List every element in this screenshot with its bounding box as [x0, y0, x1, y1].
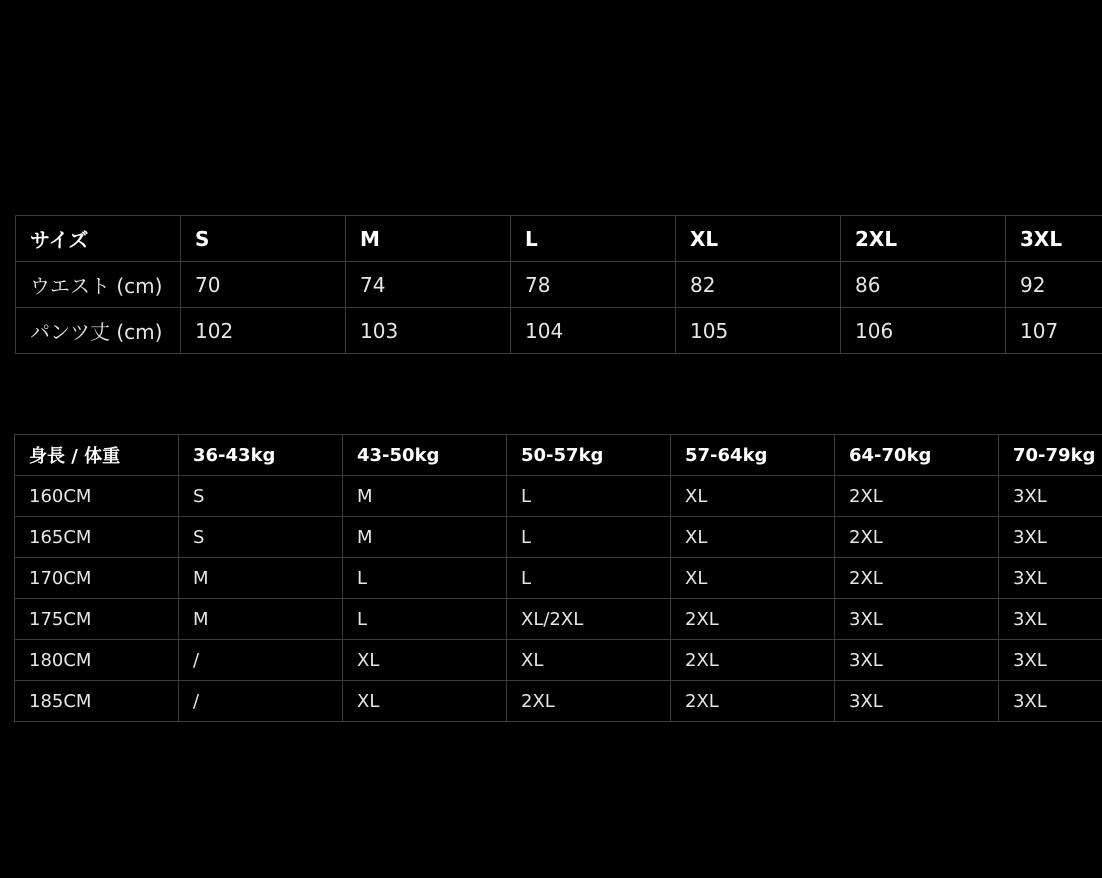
height-label: 170CM — [15, 558, 179, 599]
fit-cell: 3XL — [835, 599, 999, 640]
fit-cell: 2XL — [671, 640, 835, 681]
fit-cell: XL/2XL — [507, 599, 671, 640]
fit-guide-header-row — [15, 435, 1102, 476]
size-chart-table — [15, 215, 1102, 354]
fit-header-weight-6: 70-79kg — [999, 435, 1102, 476]
fit-cell: 2XL — [835, 558, 999, 599]
waist-value-l: 78 — [511, 262, 676, 308]
fit-cell: S — [179, 476, 343, 517]
fit-header-weight-2: 43-50kg — [343, 435, 507, 476]
fit-header-weight-1: 36-43kg — [179, 435, 343, 476]
fit-cell: / — [179, 640, 343, 681]
fit-cell: L — [507, 517, 671, 558]
fit-cell: 3XL — [999, 599, 1102, 640]
size-header-2xl: 2XL — [841, 216, 1006, 262]
fit-cell: 2XL — [671, 681, 835, 722]
length-value-m: 103 — [346, 308, 511, 354]
fit-header-label: 身長 / 体重 — [15, 435, 179, 476]
fit-cell: XL — [507, 640, 671, 681]
size-header-label: サイズ — [16, 216, 181, 262]
waist-value-m: 74 — [346, 262, 511, 308]
length-value-2xl: 106 — [841, 308, 1006, 354]
fit-cell: 3XL — [999, 517, 1102, 558]
size-header-m: M — [346, 216, 511, 262]
fit-cell: 2XL — [835, 517, 999, 558]
waist-value-3xl: 92 — [1006, 262, 1102, 308]
fit-cell: S — [179, 517, 343, 558]
fit-guide-row — [15, 476, 1102, 517]
size-chart-row-length — [16, 308, 1102, 354]
fit-guide-row — [15, 681, 1102, 722]
fit-cell: 3XL — [999, 640, 1102, 681]
fit-cell: 3XL — [999, 476, 1102, 517]
fit-cell: L — [507, 558, 671, 599]
fit-cell: XL — [671, 517, 835, 558]
fit-cell: M — [343, 517, 507, 558]
fit-cell: XL — [671, 558, 835, 599]
fit-header-weight-4: 57-64kg — [671, 435, 835, 476]
fit-guide-row — [15, 558, 1102, 599]
length-value-xl: 105 — [676, 308, 841, 354]
fit-guide-row — [15, 517, 1102, 558]
size-header-l: L — [511, 216, 676, 262]
size-chart-header-row — [16, 216, 1102, 262]
height-label: 185CM — [15, 681, 179, 722]
fit-guide-row — [15, 640, 1102, 681]
fit-cell: L — [343, 558, 507, 599]
height-label: 165CM — [15, 517, 179, 558]
fit-cell: L — [507, 476, 671, 517]
fit-guide-table — [14, 434, 1102, 722]
row-label-waist: ウエスト (cm) — [16, 262, 181, 308]
fit-cell: M — [179, 558, 343, 599]
height-label: 160CM — [15, 476, 179, 517]
fit-cell: M — [179, 599, 343, 640]
fit-cell: L — [343, 599, 507, 640]
fit-cell: / — [179, 681, 343, 722]
length-value-l: 104 — [511, 308, 676, 354]
size-header-3xl: 3XL — [1006, 216, 1102, 262]
size-header-xl: XL — [676, 216, 841, 262]
waist-value-s: 70 — [181, 262, 346, 308]
fit-header-weight-5: 64-70kg — [835, 435, 999, 476]
fit-header-weight-3: 50-57kg — [507, 435, 671, 476]
fit-cell: XL — [343, 640, 507, 681]
fit-cell: 3XL — [835, 640, 999, 681]
fit-cell: 3XL — [999, 681, 1102, 722]
fit-cell: 2XL — [835, 476, 999, 517]
length-value-3xl: 107 — [1006, 308, 1102, 354]
size-chart-row-waist — [16, 262, 1102, 308]
fit-cell: 2XL — [671, 599, 835, 640]
length-value-s: 102 — [181, 308, 346, 354]
fit-cell: M — [343, 476, 507, 517]
size-header-s: S — [181, 216, 346, 262]
row-label-pants-length: パンツ丈 (cm) — [16, 308, 181, 354]
fit-guide-row — [15, 599, 1102, 640]
waist-value-2xl: 86 — [841, 262, 1006, 308]
waist-value-xl: 82 — [676, 262, 841, 308]
fit-cell: 3XL — [999, 558, 1102, 599]
fit-cell: XL — [671, 476, 835, 517]
height-label: 175CM — [15, 599, 179, 640]
fit-cell: 2XL — [507, 681, 671, 722]
fit-cell: 3XL — [835, 681, 999, 722]
fit-cell: XL — [343, 681, 507, 722]
height-label: 180CM — [15, 640, 179, 681]
